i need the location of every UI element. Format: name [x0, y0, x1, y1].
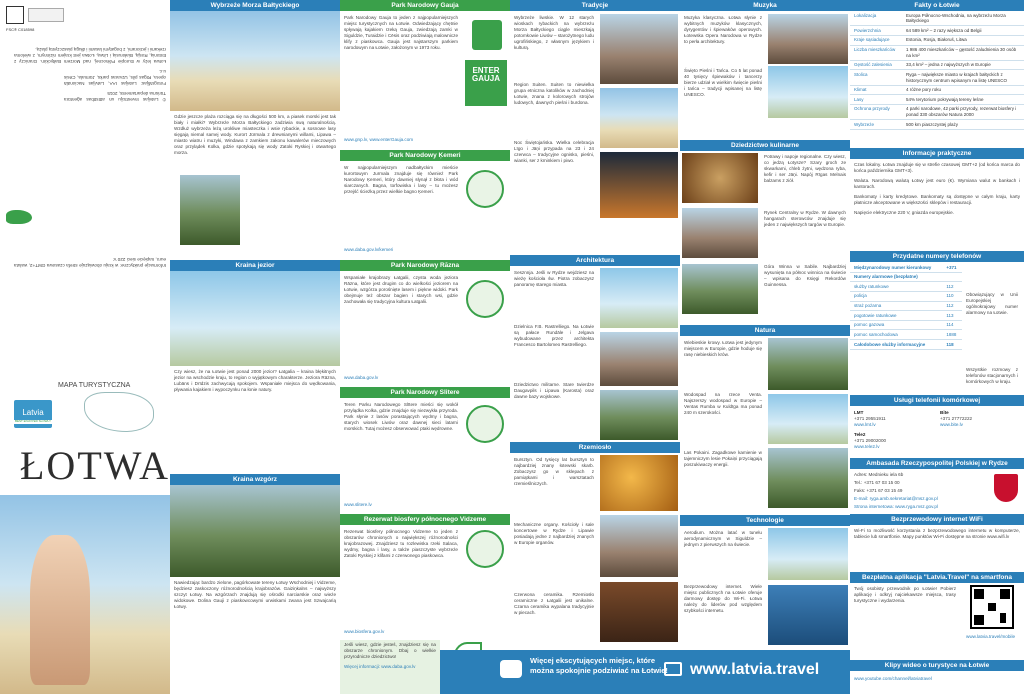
- phone-label: Numery alarmowe (bezpłatne): [850, 272, 942, 282]
- upside-text-2: Informacje praktyczne: w kraju obowiązuje strefa czasowa GMT+2, waluta euro, napięcie sieci 220 V.: [14, 257, 166, 268]
- band-biosphere: Rezerwat biosfery północnego Vidzeme: [340, 514, 510, 525]
- band-razna: Park Narodowy Rāzna: [340, 260, 510, 271]
- kemeri-text: W najpopularniejszym nadbałtyckim mieście kurortowym Jurmala znajduje się również Park Narodowy Ķemeri, który dawniej słynął z błota i wód siarczanych. Bagna, torfowiska i lasy – tu możesz przejść ścieżką przez wielkie bagno Ķemeri.: [344, 165, 458, 194]
- music-text-b: Święto Pieśni i Tańca. Co 5 lat ponad 40 tysięcy śpiewaków i tancerzy bierze udział w wielkim święcie pieśni i tańca – tradycji wpisanej na listę UNESCO.: [684, 68, 762, 97]
- latvia-brand-sub: BEST ENJOYED SLOWLY: [15, 419, 51, 423]
- lakes-photo: [170, 271, 340, 366]
- operator-tele2: [850, 430, 890, 452]
- phone-row: [850, 311, 962, 321]
- biosphere-text: Rezerwat biosfery północnego Vidzeme to jeden z obszarów chronionych o największej różnorodności krajobrazowej. Znajdziesz tu rozlewiska rzeki Salaca, wydmy, bagna i lasy, a także piaszczyste wybrzeże Zatoki Ryskiej z klifami z czerwonego piaskowca.: [344, 529, 458, 558]
- panel-coast-lakes-hills: [170, 0, 340, 694]
- hills-photo: [170, 485, 340, 577]
- app-link[interactable]: www.latvia.travel/mobile: [966, 634, 1016, 639]
- tech-photo-wifi: [768, 585, 848, 645]
- traditions-text-b: Region Suiten. Suiten to niewielka grupa etniczna katolików w zachodniej Łotwie, znana z kolorowych strojów ludowych, dawnych pieśni i burdona.: [514, 82, 594, 105]
- phones-note-2: Wszystkie rozmowy z telefonów stacjonarnych i komórkowych w kraju.: [966, 367, 1018, 384]
- operator-link[interactable]: www.bite.lv: [940, 421, 963, 427]
- eco-logos: [6, 6, 66, 36]
- band-facts: Fakty o Łotwie: [850, 0, 1024, 11]
- traditions-photo-1: [600, 14, 678, 84]
- fact-value: 4 różne pory roku: [902, 85, 1024, 95]
- protected-area-note: [340, 640, 440, 694]
- embassy-line: Faks: +371 67 03 15 49: [854, 487, 903, 493]
- band-embassy: Ambasada Rzeczypospolitej Polskiej w Rydze: [850, 458, 1024, 469]
- fact-label: Wybrzeże: [850, 120, 902, 130]
- fact-value: Europa Północno-Wschodnia, na wybrzeżu Morza Bałtyckiego: [902, 11, 1024, 26]
- tech-photo-1: [768, 528, 848, 580]
- cover-photo: [0, 495, 170, 694]
- tech-text-a: Aerodium. Można latać w tunelu aerodynamicznym w Siguldzie – jednym z pierwszych na świecie.: [684, 530, 762, 547]
- lakes-text: Czy wiesz, że na Łotwie jest ponad 2000 jezior? Łatgalia – kraina błękitnych jezior na wschodzie kraju, to region o wyjątkowym charakterze. Jeziora Rāzna, Lubāns i Drīdzis zachwycają spokojem. Wspaniałe miejsca do wędkowania, pływania kajakiem i wypoczynku na łonie natury.: [174, 369, 336, 392]
- architecture-text-a: Sesznnja. Jeśli w Rydze wejdziesz na wieżę kościoła św. Piotra zobaczysz panoramę starego miasta.: [514, 270, 594, 287]
- fact-label: Powierzchnia: [850, 26, 902, 36]
- band-culinary: Dziedzictwo kulinarne: [680, 140, 850, 151]
- phone-label: pomoc samochodowa: [850, 330, 942, 340]
- band-nature: Natura: [680, 325, 850, 336]
- fact-row: [850, 26, 1024, 36]
- architecture-photo-2: [600, 332, 678, 386]
- polish-eagle-icon: [994, 474, 1018, 502]
- traditions-text-c: Noc Świętojańska. Wielka celebracja Līgo i Jāņi przypada na 23 i 24 czerwca – tradycyjne ognisko, pieśni, wianki, ser z kminkiem i piwo.: [514, 140, 594, 163]
- panel-traditions: [510, 0, 680, 694]
- kemeri-logo-icon: [466, 170, 504, 208]
- practical-item: Waluta. Narodową walutą Łotwy jest euro (€). Wymiana walut w bankach i kantorach.: [854, 177, 1020, 189]
- fsc-logo-icon: [6, 6, 24, 24]
- phone-label: pogotowie ratunkowe: [850, 311, 942, 321]
- operator-phone: +371 29002000: [854, 437, 887, 443]
- architecture-photo-1: [600, 268, 678, 328]
- band-app: Bezpłatna aplikacja "Latvia.Travel" na smartfona: [850, 572, 1024, 583]
- operator-lmt: [850, 408, 890, 430]
- practical-item: Napięcie elektryczne 220 V, gniazda europejskie.: [854, 209, 954, 215]
- architecture-photo-3: [600, 390, 678, 440]
- phone-row: [850, 340, 962, 350]
- traditions-photo-2: [600, 88, 678, 148]
- phone-label: policja: [850, 291, 942, 301]
- culinary-photo-1: [682, 153, 758, 203]
- crafts-photo-ceramics: [600, 582, 678, 642]
- razna-link[interactable]: www.daba.gov.lv: [344, 375, 379, 380]
- biosphere-link[interactable]: www.biosfera.gov.lv: [344, 629, 385, 634]
- crafts-text-b: Mechaniczne organy. Kościoły i sale koncertowe w Rydze i Lipawie posiadają jedne z najbardziej znanych w Europie organów.: [514, 522, 594, 545]
- fact-label: Klimat: [850, 85, 902, 95]
- fact-row: [850, 95, 1024, 105]
- band-lakes: Kraina jezior: [170, 260, 340, 271]
- phone-label: Całodobowe służby informacyjne: [850, 340, 942, 350]
- fact-row: [850, 70, 1024, 85]
- band-crafts: Rzemiosło: [510, 442, 680, 453]
- band-phones: Przydatne numery telefonów: [850, 251, 1024, 262]
- band-architecture: Architektura: [510, 255, 680, 266]
- fact-value: 1 986 400 mieszkańców – gęstość zaludnienia 30 osób na km²: [902, 45, 1024, 60]
- practical-list: [850, 160, 1024, 218]
- razna-text: Wspaniałe krajobrazy Łatgalii, czysta woda jeziora Rāzna, które jest drugim co do wielkości jeziorem na Łotwie, wzgórza porośnięte lasem i piękne widoki. Park obejmuje też obszar bagien i starych wsi, gdzie zachowała się tradycyjna kultura Łatgalii.: [344, 275, 458, 304]
- tech-text-b: Bezprzewodowy internet. Wiele miejsc publicznych na Łotwie oferuje darmowy dostęp do Wi-Fi. Łotwa należy do liderów pod względem szybkości internetu.: [684, 584, 762, 613]
- monitor-icon: [664, 662, 682, 676]
- phone-number[interactable]: +371: [942, 263, 962, 272]
- architecture-text-c: Dziedzictwo militarne. Stare twierdze Daugavpils i Lipawa (Karosta) oraz dawne bazy wojskowe.: [514, 382, 594, 399]
- latvia-map-silhouette: [6, 210, 32, 224]
- operator-phone: +371 27772222: [940, 415, 973, 421]
- band-coast: Wybrzeże Morza Bałtyckiego: [170, 0, 340, 11]
- slitere-logo-icon: [466, 405, 504, 443]
- gauja-link[interactable]: www.gnp.lv, www.enterGauja.com: [344, 137, 414, 142]
- culinary-photo-3: [682, 264, 758, 314]
- operator-link[interactable]: www.tele2.lv: [854, 443, 880, 449]
- band-music: Muzyka: [680, 0, 850, 11]
- nature-photo-3: [768, 448, 848, 508]
- phones-table: [850, 263, 962, 350]
- music-text-a: Muzyka klasyczna. Łotwa słynie z wybitnych muzyków klasycznych, dyrygentów i śpiewaków operowych. Łotewska Opera Narodowa w Rydze to perła architektury.: [684, 15, 762, 44]
- fact-row: [850, 35, 1024, 45]
- fact-label: Kraje sąsiadujące: [850, 35, 902, 45]
- slogan-url[interactable]: www.latvia.travel: [690, 661, 820, 678]
- phone-row: [850, 263, 962, 272]
- slitere-link[interactable]: www.slitere.lv: [344, 502, 372, 507]
- eraf-logo-icon: [28, 8, 64, 22]
- cover-panel: [0, 0, 170, 694]
- phone-row: [850, 330, 962, 340]
- phone-number[interactable]: 118: [942, 340, 962, 350]
- phone-number[interactable]: 112: [942, 282, 962, 292]
- fact-row: [850, 85, 1024, 95]
- operator-name: Tele2: [854, 432, 866, 437]
- fact-label: Lasy: [850, 95, 902, 105]
- fact-row: [850, 104, 1024, 119]
- band-technology: Technologie: [680, 515, 850, 526]
- crafts-text-a: Bursztyn. Od tysięcy lat bursztyn to najbardziej znany łotewski skarb. Zobaczysz go w sklepach z pamiątkami i warsztatach rzemieślniczych.: [514, 457, 594, 486]
- fact-label: Lokalizacja: [850, 11, 902, 26]
- speech-bubble-icon: [500, 660, 522, 678]
- panel-music-culinary: [680, 0, 850, 694]
- fact-value: Estonia, Rosja, Białoruś, Litwa: [902, 35, 1024, 45]
- band-slitere: Park Narodowy Slitere: [340, 387, 510, 398]
- crafts-photo-amber: [600, 455, 678, 511]
- panel-national-parks: [340, 0, 510, 694]
- practical-item: Czas lokalny. Łotwa znajduje się w strefie czasowej GMT+2 (od końca marca do końca października GMT+3).: [854, 162, 1020, 173]
- phone-number[interactable]: 1888: [942, 330, 962, 340]
- band-traditions: Tradycje: [510, 0, 680, 11]
- kemeri-link[interactable]: www.daba.gov.lv/kemeri: [344, 247, 394, 252]
- embassy-line: Tel.: +371 67 03 15 00: [854, 479, 900, 485]
- operator-phone: +371 29551911: [854, 415, 886, 421]
- app-text: Twój osobisty przewodnik po Łotwie! Pobierz aplikację i odkryj najciekawsze miejsca, trasy turystyczne i wydarzenia.: [854, 586, 956, 603]
- fact-value: 64 589 km² – 2 razy większa od Belgii: [902, 26, 1024, 36]
- note-link[interactable]: Więcej informacji: www.daba.gov.lv: [344, 663, 416, 669]
- nature-text-c: Las Pokaini. Zagadkowe kamienie w tajemniczym lesie Pokaiņi przyciągają poszukiwaczy energii.: [684, 450, 762, 467]
- phone-number[interactable]: 110: [942, 291, 962, 301]
- panel-facts: [850, 0, 1024, 694]
- note-text: Jeśli wiesz, gdzie jesteś, znajdziesz się na obszarze chronionym. Dbaj o wielkie przyrodnicze dziedzictwo!: [344, 642, 436, 659]
- fact-row: [850, 11, 1024, 26]
- culinary-photo-2: [682, 208, 758, 258]
- map-outline: [84, 392, 154, 432]
- hills-text: Nawiedzając bardzo zielone, pagórkowate tereny Łotwy Wschodniej i Vidzeme, będziesz zaskoczony różnorodnością krajobrazów. Gaiziņkalns – najwyższy szczyt Łotwy. Na wzgórzach znajdują się ośrodki narciarskie oraz wieże widokowe. Dolina Gauji z piaskowcowymi urwiskami zwana jest Szwajcarią Łotwy.: [174, 580, 336, 609]
- slogan-bar: [440, 650, 850, 694]
- phone-number[interactable]: 112: [942, 301, 962, 311]
- crafts-photo-organ: [600, 515, 678, 577]
- embassy-details: [850, 471, 990, 511]
- app-qr-code-icon[interactable]: [970, 585, 1014, 629]
- coast-photo: [170, 11, 340, 111]
- fact-row: [850, 60, 1024, 70]
- coast-photo-2: [180, 175, 240, 245]
- phone-row: [850, 282, 962, 292]
- traditions-text-a: Wybrzeże liwskie. W 12 starych wioskach rybackich na wybrzeżu Morza Bałtyckiego ciągle mieszkają potomkowie Liwów – starożytnego ludu ugrofińskiego, z własnym językiem i kulturą.: [514, 15, 594, 50]
- credits-line-2: Fotogrāfijas: Latvijas IAA, Latvijas Nacionālā opera, Rīgas pils, Uzvaras parks, Jūrmala, Cēsis u.c.: [64, 69, 166, 86]
- phones-note: Obowiązujący w Unii Europejskiej ogólnokrajowy numer alarmowy na Łotwie.: [966, 292, 1018, 315]
- fsc-code: FSC® C018598: [6, 27, 35, 32]
- band-video: Klipy wideo o turystyce na Łotwie: [850, 660, 1024, 671]
- latvia-brand-logo: [14, 400, 52, 428]
- phone-label: pomoc gazowa: [850, 320, 942, 330]
- enter-gauja-logo: ENTER GAUJA: [465, 60, 507, 106]
- culinary-text-c: Góra Winna w Sabile. Najbardziej wysunięta na północ winnica na świecie – wpisana do Księgi Rekordów Guinnessa.: [764, 264, 846, 287]
- phone-label: straż pożarna: [850, 301, 942, 311]
- phone-row: [850, 320, 962, 330]
- culinary-text-a: Potrawy i napoje regionalne. Czy wiesz, co jedzą Łotysze? Szary groch ze skwarkami, chleb żytni, wędzona ryba, kefir i ser Jāņi. Napój Rīgas Melnais balzams z ziół.: [764, 154, 846, 183]
- fact-value: 4 parki narodowe, 42 parki przyrody, rezerwat biosfery i ponad 330 obszarów Natura 2000: [902, 104, 1024, 119]
- upside-text-1: Łotwa leży w Europie Północnej, nad Morzem Bałtyckim. Graniczy z Estonią, Rosją, Białorusią i Litwą. Łotwa jest krajem nizinnym, z wieloma rzekami i jeziorami, z bogatymi lasami i długą piaszczystą plażą.: [14, 47, 166, 64]
- wifi-text: Wi-Fi to możliwość korzystania z bezprzewodowego internetu w komputerze, tablecie lub smartfonie. Mapy punktów Wi-Fi dostępne na stronie www.wifi.lv: [854, 528, 1020, 539]
- fact-value: 33,4 km² – jedna z najwyższych w Europie: [902, 60, 1024, 70]
- phone-label: Międzynarodowy numer kierunkowy: [850, 263, 942, 272]
- fact-label: Ochrona przyrody: [850, 104, 902, 119]
- fact-value: Ryga – największe miasto w krajach bałtyckich z historycznym centrum wpisanym na listę UNESCO: [902, 70, 1024, 85]
- phone-label: służby ratunkowe: [850, 282, 942, 292]
- band-wifi: Bezprzewodowy internet WiFi: [850, 514, 1024, 525]
- operator-name: LMT: [854, 410, 864, 415]
- facts-table: [850, 11, 1024, 130]
- band-kemeri: Park Narodowy Ķemeri: [340, 150, 510, 161]
- slogan-line-2: można spokojnie podziwiać na Łotwie!: [530, 666, 668, 676]
- band-hills: Kraina wzgórz: [170, 474, 340, 485]
- fact-label: Stolica: [850, 70, 902, 85]
- phone-row: [850, 301, 962, 311]
- latvia-brand-word: Latvia: [22, 408, 44, 417]
- nature-text-b: Wodospad na rzece Venta. Najszerszy wodospad w Europie – Ventas Rumba w Kuldīga ma ponad 240 m szerokości.: [684, 392, 762, 415]
- band-practical: Informacje praktyczne: [850, 148, 1024, 159]
- music-photo-1: [768, 14, 848, 64]
- phone-number[interactable]: [942, 272, 962, 282]
- practical-item: Bankomaty i karty kredytowe. Bankomaty są dostępne w całym kraju, karty płatnicze akceptowane w większości sklepów i restauracji.: [854, 193, 1020, 205]
- nature-photo-1: [768, 338, 848, 390]
- fact-label: Liczba mieszkańców: [850, 45, 902, 60]
- nature-text-a: Wiebieskie krowy. Łotwa jest jedynym miejscem w Europie, gdzie hoduje się rasę niebieskich krów.: [684, 340, 762, 357]
- nature-photo-2: [768, 394, 848, 444]
- architecture-text-b: Dzielnica F.B. Rastrelliego. Na Łotwie są pałace Rundāle i Jelgava wybudowane przez architekta Francesco Bartolomeo Rastrelliego.: [514, 324, 594, 347]
- slogan-text: [530, 656, 668, 676]
- slitere-text: Teren Parku Narodowego Slītere mieści się wokół przylądka Kolka, gdzie znajduje się niezwykła przyroda. Park słynie z lasów porastających wydmy i bagna, starych wiosek Liwów oraz dawnej sieci latarni morskich. Tutaj możesz obserwować ptaki wędrowne.: [344, 402, 458, 431]
- mobile-operators: [850, 408, 1024, 450]
- embassy-line[interactable]: Strona internetowa: www.ryga.msz.gov.pl: [854, 503, 938, 509]
- operator-bite: [936, 408, 976, 430]
- fact-row: [850, 120, 1024, 130]
- culinary-text-b: Rynek Centralny w Rydze. W dawnych hangarach sterowców znajduje się jeden z największych targów w Europie.: [764, 210, 846, 227]
- embassy-line[interactable]: E-mail: ryga.amb.sekretariat@msz.gov.pl: [854, 495, 938, 501]
- fact-value: 54% terytorium pokrywają tereny leśne: [902, 95, 1024, 105]
- embassy-line: Adres: Mednieku iela 6b: [854, 472, 904, 477]
- credits-line-1: © Latvijas Investīciju un attīstības aģentūra Tūrisma departaments, 2015: [64, 91, 166, 102]
- phone-number[interactable]: 113: [942, 311, 962, 321]
- traditions-photo-3: [600, 152, 678, 218]
- fact-value: 500 km piaszczystej plaży: [902, 120, 1024, 130]
- cover-title: ŁOTWA: [20, 443, 170, 488]
- band-mobile: Usługi telefonii komórkowej: [850, 395, 1024, 406]
- fact-label: Gęstość zalesienia: [850, 60, 902, 70]
- fact-row: [850, 45, 1024, 60]
- operator-name: Bite: [940, 410, 949, 415]
- map-label: MAPA TURYSTYCZNA: [58, 382, 131, 389]
- phone-row: [850, 291, 962, 301]
- music-photo-2: [768, 66, 848, 118]
- band-gauja: Park Narodowy Gauja: [340, 0, 510, 11]
- biosphere-logo-icon: [466, 530, 504, 568]
- slogan-line-1: Więcej ekscytujących miejsc, które: [530, 656, 656, 665]
- coast-text: Gdzie jeszcze plaża rozciąga się na długości 500 km, a piasek morski jest tak biały i miałki? Wybrzeże Morza Bałtyckiego zadziwia swą naturalnością. Wzdłuż wybrzeża leżą urokliwe miasteczka i wsie rybackie, a sosnowe lasy sięgają niemal samej wody. Kurort Jūrmala z drewnianymi willami, Lipawa – miasto wiatru i muzyki, Windawa z zamkiem zakonu kawalerów mieczowych oraz przylądek Kolka, gdzie spotykają się wody Zatoki Ryskiej i otwartego morza.: [174, 114, 336, 155]
- phone-row: [850, 272, 962, 282]
- gauja-text: Park Narodowy Gauja to jeden z najpopularniejszych miejsc turystycznych na Łotwie. Odwiedzający chętnie spływają kajakiem rzeką Gauja, zwiedzają zamki w Siguldzie, Turaidzie i Cēsis oraz podziwiają malownicze klify z piaskowca. Gauja jest najstarszym parkiem narodowym na Łotwie, założonym w 1973 roku.: [344, 15, 458, 50]
- video-link[interactable]: www.youtube.com/channel/latviatravel: [854, 676, 932, 681]
- gnp-logo-icon: [472, 20, 502, 50]
- razna-logo-icon: [466, 280, 504, 318]
- crafts-text-c: Czerwona ceramika. Rzemiosło ceramiczne z Łatgalii jest unikalne. Czarna ceramika wypalana tradycyjnie w piecach.: [514, 592, 594, 615]
- phone-number[interactable]: 114: [942, 320, 962, 330]
- operator-link[interactable]: www.lmt.lv: [854, 421, 876, 427]
